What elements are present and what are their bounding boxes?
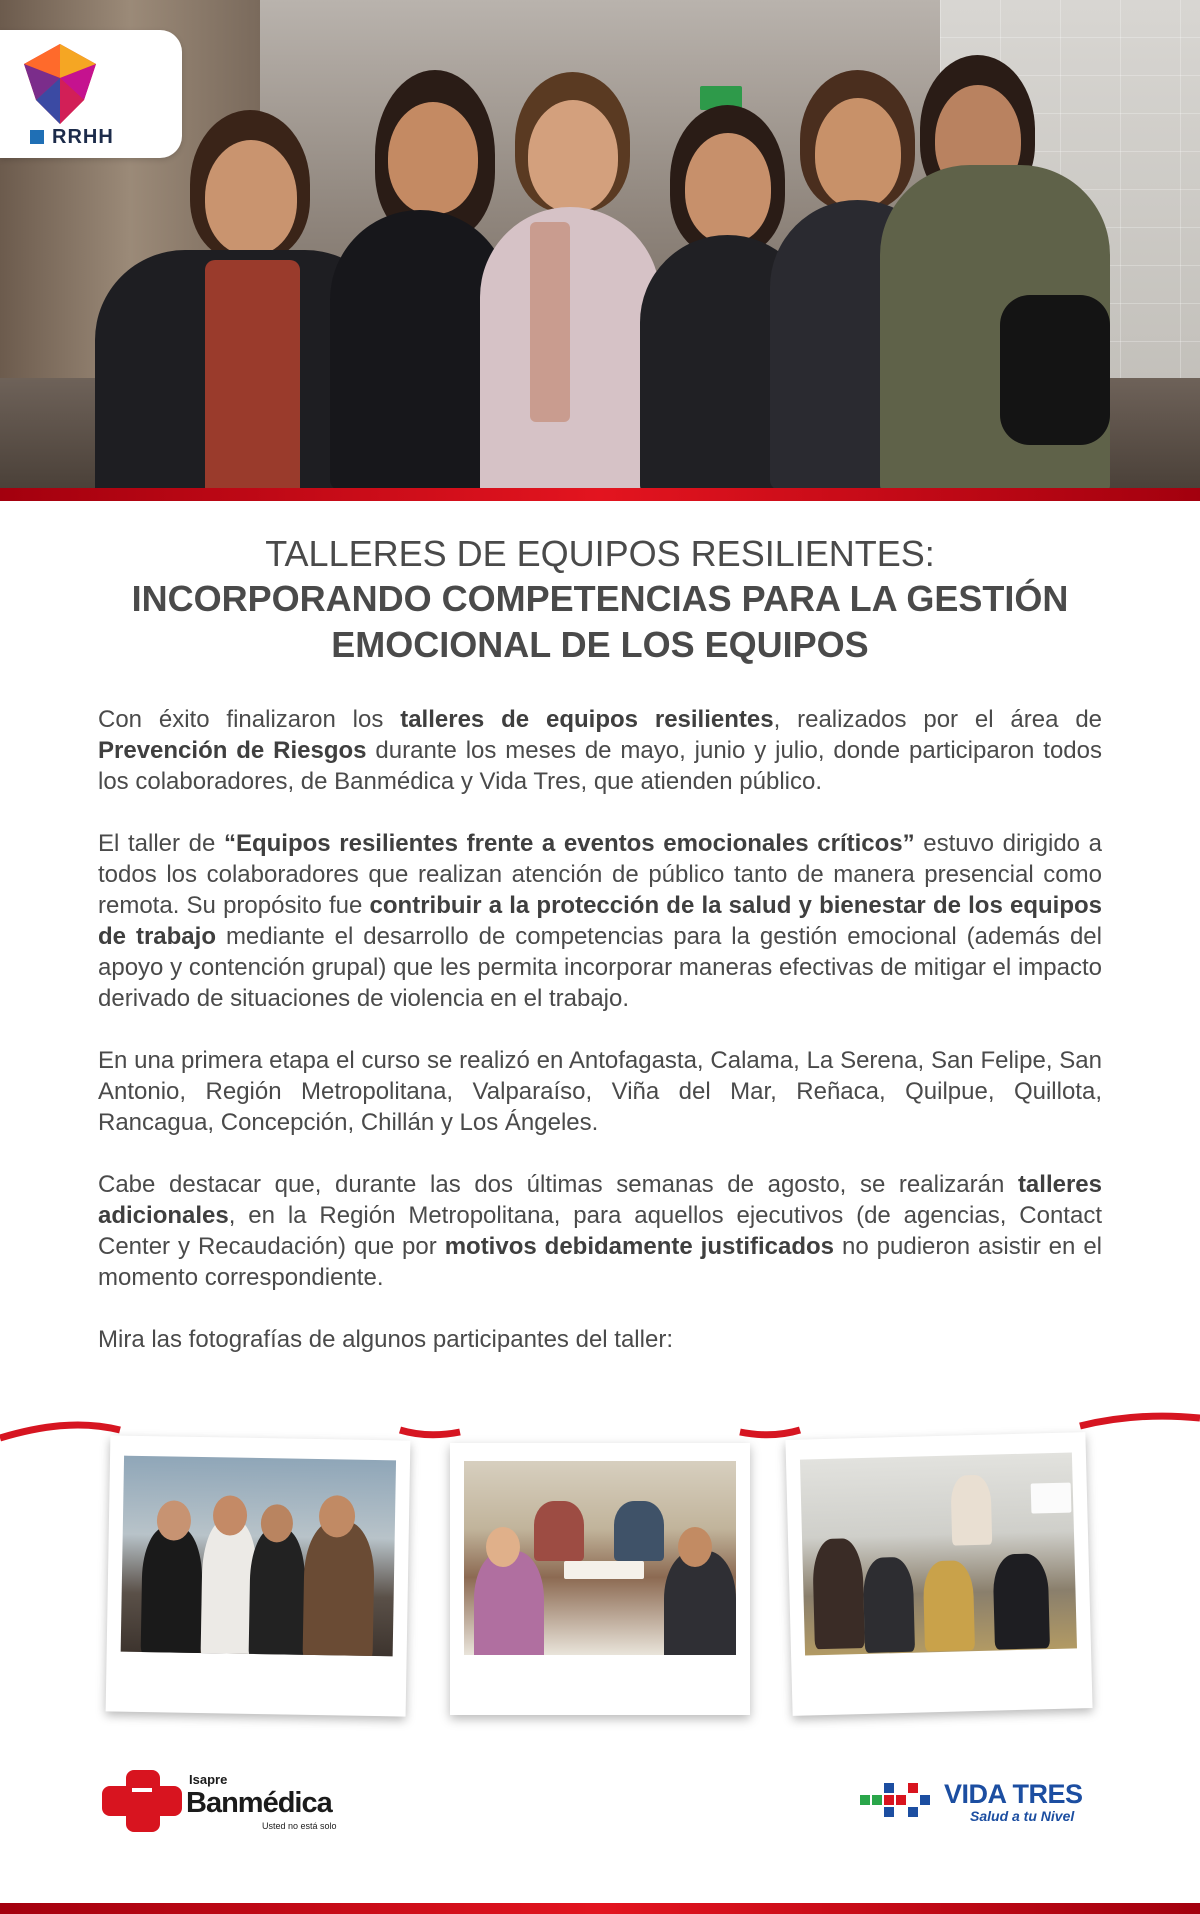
gem-logo-icon xyxy=(24,44,96,124)
paragraph-3: En una primera etapa el curso se realizó en Antofagasta, Calama, La Serena, San Felipe, San Antonio, Región Metropolitana, Valparaíso, Viña del Mar, Reñaca, Quilpue, Quillota, Rancagua, Concepción, Chillán y Los Ángeles. xyxy=(98,1047,1102,1136)
bold-text: contribuir a la protección de la salud y bienestar de los equipos de trabajo xyxy=(98,892,1103,950)
bold-text: Prevención de Riesgos xyxy=(98,737,367,764)
banmedica-logo-icon xyxy=(102,1770,182,1832)
title-line-1: TALLERES DE EQUIPOS RESILIENTES: xyxy=(265,533,935,574)
text-span: Cabe destacar que, durante las dos últimas semanas de agosto, se realizarán xyxy=(98,1171,1018,1198)
bold-text: talleres adicionales xyxy=(98,1171,1102,1229)
bold-text: motivos debidamente justificados xyxy=(444,1233,835,1260)
text-span: El taller de xyxy=(98,830,224,857)
text-span: durante los meses de mayo, junio y julio, donde participaron todos los colaboradores, de Banmédica y Vida Tres, que atienden público. xyxy=(98,737,1102,795)
text-span: estuvo dirigido a todos los colaboradores que realizan atención de público tanto de manera presencial como remota. Su propósito fue xyxy=(98,830,1102,919)
bold-text: “Equipos resilientes frente a eventos emocionales críticos” xyxy=(223,830,915,857)
participant-figure xyxy=(480,72,660,488)
banmedica-name: Banmédica xyxy=(186,1787,332,1819)
text-span: , realizados por el área de xyxy=(773,706,1103,733)
banmedica-isapre-label: Isapre xyxy=(189,1772,228,1787)
hero-group-photo xyxy=(0,0,1200,488)
photo-polaroid-3 xyxy=(785,1432,1092,1716)
vidatres-tagline: Salud a tu Nivel xyxy=(970,1808,1075,1824)
paragraph-1 xyxy=(98,704,1102,797)
rrhh-mark-icon xyxy=(30,130,44,144)
banmedica-tagline: Usted no está solo xyxy=(262,1821,337,1831)
footer-divider xyxy=(0,1903,1200,1914)
paragraph-4 xyxy=(98,1169,1102,1293)
paragraph-5: Mira las fotografías de algunos participantes del taller: xyxy=(98,1326,673,1353)
participants-outdoor-photo xyxy=(121,1456,396,1657)
workshop-classroom-photo xyxy=(800,1452,1077,1655)
bold-text: talleres de equipos resilientes xyxy=(400,706,774,733)
text-span: Con éxito finalizaron los xyxy=(98,706,401,733)
vidatres-name: VIDA TRES xyxy=(944,1779,1083,1809)
text-span: mediante el desarrollo de competencias para la gestión emocional (además del apoyo y contención grupal) que les permita incorporar maneras efectivas de mitigar el impacto derivado de situaciones de violencia en el trabajo. xyxy=(98,923,1102,1012)
article-body xyxy=(98,704,1102,1386)
header-divider xyxy=(0,488,1200,501)
photo-polaroid-1 xyxy=(106,1435,411,1716)
participant-figure xyxy=(880,55,1110,488)
page-title xyxy=(60,532,1140,668)
rrhh-label: RRHH xyxy=(52,126,114,148)
participants-dining-photo xyxy=(464,1461,736,1655)
text-span: no pudieron asistir en el momento correspondiente. xyxy=(98,1233,1103,1291)
rrhh-logo xyxy=(0,30,182,158)
photo-polaroid-2 xyxy=(450,1443,750,1715)
title-line-3: EMOCIONAL DE LOS EQUIPOS xyxy=(331,624,869,665)
text-span: , en la Región Metropolitana, para aquellos ejecutivos (de agencias, Contact Center y Recaudación) que por xyxy=(98,1202,1102,1260)
vidatres-logo-icon xyxy=(860,1781,936,1825)
paragraph-2 xyxy=(98,828,1102,1014)
title-line-2: INCORPORANDO COMPETENCIAS PARA LA GESTIÓN xyxy=(131,578,1069,619)
